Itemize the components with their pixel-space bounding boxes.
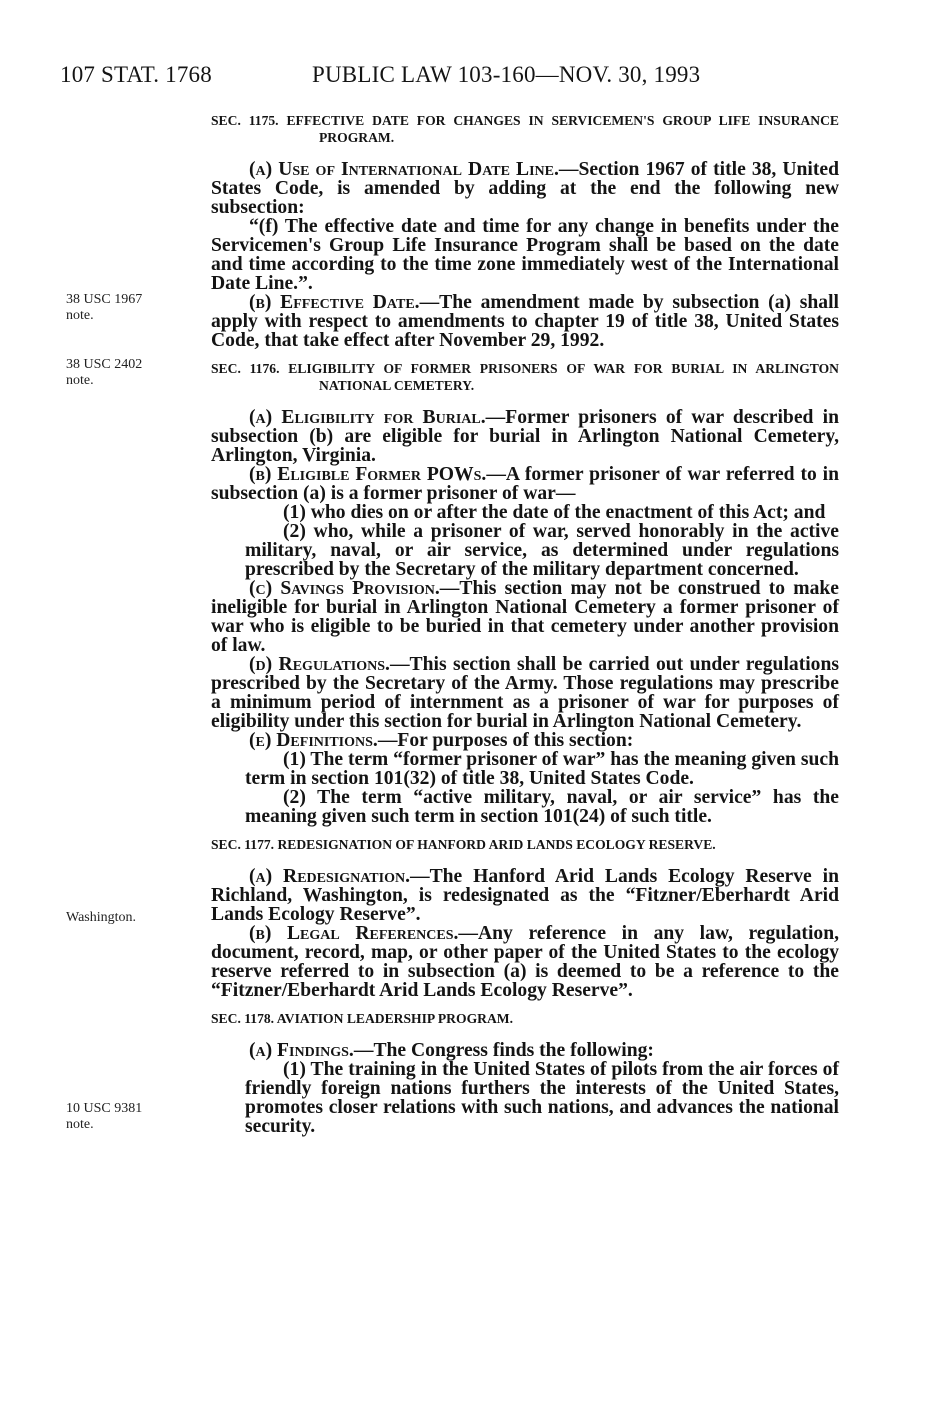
section-1175-f-quote: “(f) The effective date and time for any change in benefits under the Servicemen's Group Life Insurance Program shall be based on the date and time according to the time zone immediately west of the International Date Line.”. (211, 216, 839, 294)
section-1175-b (211, 293, 839, 350)
margin-note-38usc2402 (66, 357, 196, 389)
section-1178-a (211, 1041, 839, 1060)
subsection-label: (e) Definitions. (249, 730, 378, 751)
section-1176-c (211, 579, 839, 655)
section-1176-b (211, 465, 839, 503)
section-1175-heading: SEC. 1175. EFFECTIVE DATE FOR CHANGES IN SERVICEMEN'S GROUP LIFE INSURANCE PROGRAM. (211, 113, 839, 145)
section-1176-b2: (2) who, while a prisoner of war, served honorably in the active military, naval, or air service, as determined under regulations prescribed by the Secretary of the military department concerned. (245, 521, 839, 580)
margin-note-38usc1967 (66, 292, 196, 324)
margin-note-line: note. (66, 308, 94, 323)
margin-note-line: 38 USC 2402 (66, 357, 143, 372)
margin-note-line: note. (66, 1117, 94, 1132)
margin-note-10usc9381 (66, 1101, 196, 1133)
subsection-label: (b) Eligible Former POWs. (249, 464, 487, 485)
section-1175-a (211, 160, 839, 217)
margin-note-washington (66, 910, 196, 926)
section-1178-heading: SEC. 1178. AVIATION LEADERSHIP PROGRAM. (211, 1011, 514, 1026)
margin-note-line: Washington. (66, 910, 137, 925)
section-1176-e1: (1) The term “former prisoner of war” has the meaning given such term in section 101(32) of title 38, United States Code. (245, 749, 839, 789)
section-1176-e2: (2) The term “active military, naval, or air service” has the meaning given such term in section 101(24) of such title. (245, 787, 839, 827)
subsection-label: (a) Eligibility for Burial. (249, 407, 486, 428)
subsection-label: (b) Effective Date. (249, 292, 420, 313)
section-1176-d (211, 655, 839, 731)
section-1176-heading: SEC. 1176. ELIGIBILITY OF FORMER PRISONERS OF WAR FOR BURIAL IN ARLINGTON NATIONAL CEMETERY. (211, 361, 839, 393)
section-1176-b1: (1) who dies on or after the date of the enactment of this Act; and (283, 502, 826, 523)
document-body (211, 112, 839, 1136)
subsection-label: (b) Legal References. (249, 923, 459, 944)
subsection-text: —This section may not be construed to make ineligible for burial in Arlington National Cemetery a former prisoner of war who is eligible to be buried in that cemetery under another provision of law. (211, 578, 839, 656)
section-1178-a1: (1) The training in the United States of pilots from the air forces of friendly foreign nations furthers the interests of the United States, promotes closer relations with such nations, and advances the national security. (245, 1059, 839, 1137)
subsection-text: —Former prisoners of war described in subsection (b) are eligible for burial in Arlington National Cemetery, Arlington, Virginia. (211, 407, 839, 466)
subsection-text: —For purposes of this section: (377, 730, 634, 751)
section-1177-a (211, 867, 839, 924)
public-law-title: PUBLIC LAW 103-160—NOV. 30, 1993 (312, 62, 701, 87)
section-1177-heading: SEC. 1177. REDESIGNATION OF HANFORD ARID LANDS ECOLOGY RESERVE. (211, 837, 716, 852)
margin-note-line: note. (66, 373, 94, 388)
section-1177-b (211, 924, 839, 1000)
margin-note-line: 38 USC 1967 (66, 292, 143, 307)
subsection-text: —The Hanford Arid Lands Ecology Reserve in Richland, Washington, is redesignated as the “Fitzner/Eberhardt Arid Lands Ecology Reserve”. (211, 866, 839, 925)
subsection-text: —The Congress finds the following: (353, 1040, 654, 1061)
subsection-label: (a) Findings. (249, 1040, 354, 1061)
subsection-text: —This section shall be carried out under regulations prescribed by the Secretary of the Army. Those regulations may prescribe a minimum period of internment as a prisoner of war for purposes of eligibility under this section for burial in Arlington National Cemetery. (211, 654, 839, 732)
subsection-label: (c) Savings Provision. (249, 578, 440, 599)
statute-page-ref: 107 STAT. 1768 (60, 62, 212, 87)
subsection-label: (a) Use of International Date Line. (249, 159, 559, 180)
subsection-label: (d) Regulations. (249, 654, 390, 675)
margin-note-line: 10 USC 9381 (66, 1101, 143, 1116)
section-1176-a (211, 408, 839, 465)
subsection-text: —Any reference in any law, regulation, document, record, map, or other paper of the United States to the ecology reserve referred to in subsection (a) is deemed to be a reference to the “Fitzner/Eberhardt Arid Lands Ecology Reserve”. (211, 923, 839, 1001)
subsection-text: —A former prisoner of war referred to in subsection (a) is a former prisoner of war— (211, 464, 839, 504)
section-1176-e (211, 731, 839, 750)
subsection-text: —The amendment made by subsection (a) shall apply with respect to amendments to chapter 19 of title 38, United States Code, that take effect after November 29, 1992. (211, 292, 839, 351)
subsection-text: —Section 1967 of title 38, United States Code, is amended by adding at the end the following new subsection: (211, 159, 839, 218)
subsection-label: (a) Redesignation. (249, 866, 410, 887)
